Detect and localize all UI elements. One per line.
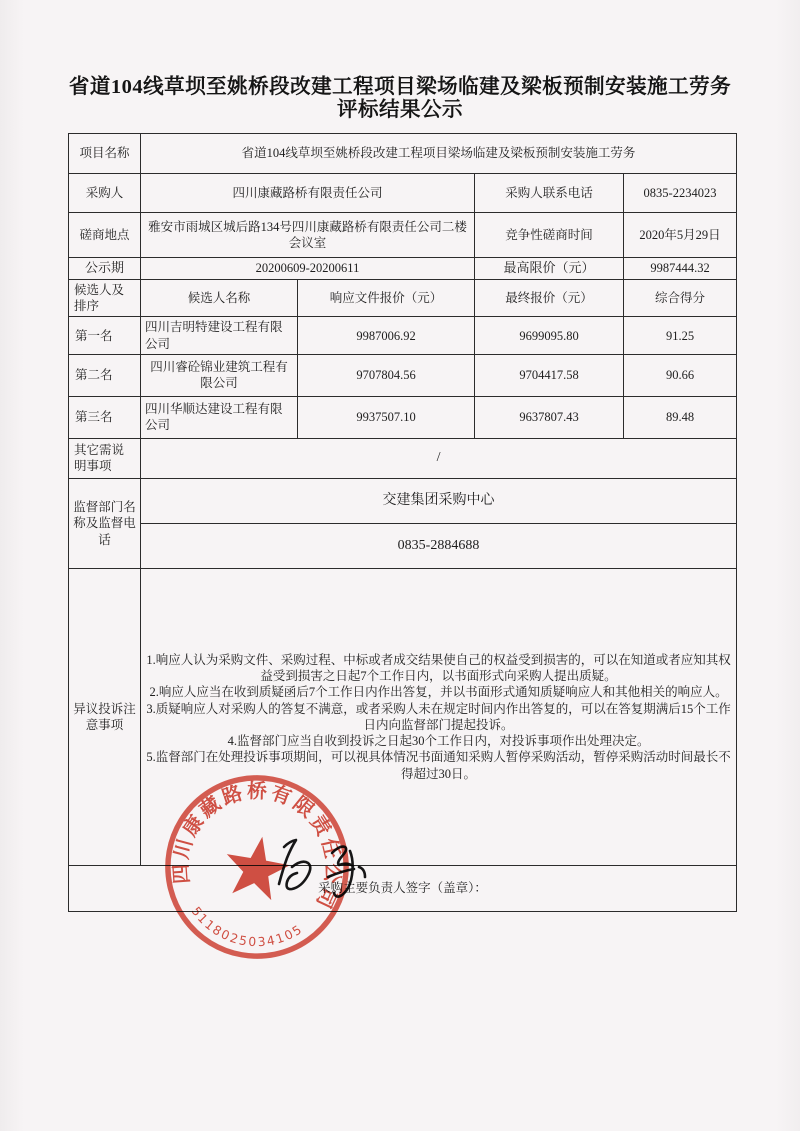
other-notes-value: / xyxy=(141,438,737,478)
candidate-score: 89.48 xyxy=(624,396,737,438)
row-complaint xyxy=(69,568,737,865)
candidate-row xyxy=(69,396,737,438)
rank-header: 候选人及排序 xyxy=(69,279,141,317)
other-notes-label: 其它需说明事项 xyxy=(69,438,141,478)
row-venue xyxy=(69,213,737,258)
candidate-rank: 第一名 xyxy=(69,317,141,355)
candidate-score: 91.25 xyxy=(624,317,737,355)
candidate-rank: 第三名 xyxy=(69,396,141,438)
score-header: 综合得分 xyxy=(624,279,737,317)
candidate-row xyxy=(69,317,737,355)
seal-company-text: 四川康藏路桥有限责任公司 xyxy=(170,780,345,915)
title-line-1: 省道104线草坝至姚桥段改建工程项目梁场临建及梁板预制安装施工劳务 xyxy=(68,76,732,98)
candidates-header-row xyxy=(69,279,737,317)
row-signature xyxy=(69,865,737,911)
purchaser-value: 四川康藏路桥有限责任公司 xyxy=(141,174,475,213)
complaint-label: 异议投诉注意事项 xyxy=(69,568,141,865)
complaint-item: 3.质疑响应人对采购人的答复不满意，或者采购人未在规定时间内作出答复的，可以在答复期满后15个工作日内向监督部门提起投诉。 xyxy=(146,701,731,732)
candidate-final-price: 9637807.43 xyxy=(475,396,624,438)
row-supervision-dept xyxy=(69,478,737,523)
candidate-name: 四川华顺达建设工程有限公司 xyxy=(141,396,298,438)
candidate-doc-price: 9987006.92 xyxy=(298,317,475,355)
candidate-name: 四川睿砼锦业建筑工程有限公司 xyxy=(141,354,298,396)
complaint-item: 2.响应人应当在收到质疑函后7个工作日内作出答复，并以书面形式通知质疑响应人和其他相关的响应人。 xyxy=(149,685,728,700)
name-header: 候选人名称 xyxy=(141,279,298,317)
supervision-label: 监督部门名称及监督电话 xyxy=(69,478,141,568)
candidate-final-price: 9699095.80 xyxy=(475,317,624,355)
supervision-department: 交建集团采购中心 xyxy=(141,478,737,523)
supervision-phone: 0835-2884688 xyxy=(141,523,737,568)
result-table xyxy=(68,133,737,912)
doc-price-header: 响应文件报价（元） xyxy=(298,279,475,317)
project-label: 项目名称 xyxy=(69,134,141,174)
venue-label: 磋商地点 xyxy=(69,213,141,258)
candidate-doc-price: 9707804.56 xyxy=(298,354,475,396)
purchaser-label: 采购人 xyxy=(69,174,141,213)
max-price-value: 9987444.32 xyxy=(624,258,737,280)
row-publicity xyxy=(69,258,737,280)
complaint-item: 5.监督部门在处理投诉事项期间，可以视具体情况书面通知采购人暂停采购活动，暂停采购活动时间最长不得超过30日。 xyxy=(146,750,731,781)
max-price-label: 最高限价（元） xyxy=(475,258,624,280)
row-other-notes xyxy=(69,438,737,478)
signature-line: 采购主要负责人签字（盖章）： xyxy=(69,865,737,911)
time-label: 竞争性磋商时间 xyxy=(475,213,624,258)
candidate-row xyxy=(69,354,737,396)
complaint-item: 1.响应人认为采购文件、采购过程、中标或者成交结果使自己的权益受到损害的，可以在知道或者应知其权益受到损害之日起7个工作日内，以书面形式向采购人提出质疑。 xyxy=(146,652,731,684)
complaint-item: 4.监督部门应当自收到投诉之日起30个工作日内，对投诉事项作出处理决定。 xyxy=(227,734,650,749)
row-project xyxy=(69,134,737,174)
title-line-2: 评标结果公示 xyxy=(337,99,463,121)
row-supervision-phone xyxy=(69,523,737,568)
candidate-score: 90.66 xyxy=(624,354,737,396)
row-purchaser xyxy=(69,174,737,213)
complaint-content xyxy=(141,568,737,865)
purchaser-phone-value: 0835-2234023 xyxy=(624,174,737,213)
page-title xyxy=(50,76,750,122)
publicity-label: 公示期 xyxy=(69,258,141,280)
candidate-final-price: 9704417.58 xyxy=(475,354,624,396)
candidate-name: 四川吉明特建设工程有限公司 xyxy=(141,317,298,355)
candidate-rank: 第二名 xyxy=(69,354,141,396)
project-value: 省道104线草坝至姚桥段改建工程项目梁场临建及梁板预制安装施工劳务 xyxy=(141,134,737,174)
time-value: 2020年5月29日 xyxy=(624,213,737,258)
candidate-doc-price: 9937507.10 xyxy=(298,396,475,438)
seal-number-text: 5118025034105 xyxy=(188,904,306,950)
final-price-header: 最终报价（元） xyxy=(475,279,624,317)
publicity-value: 20200609-20200611 xyxy=(141,258,475,280)
venue-value: 雅安市雨城区城后路134号四川康藏路桥有限责任公司二楼会议室 xyxy=(141,213,475,258)
purchaser-phone-label: 采购人联系电话 xyxy=(475,174,624,213)
